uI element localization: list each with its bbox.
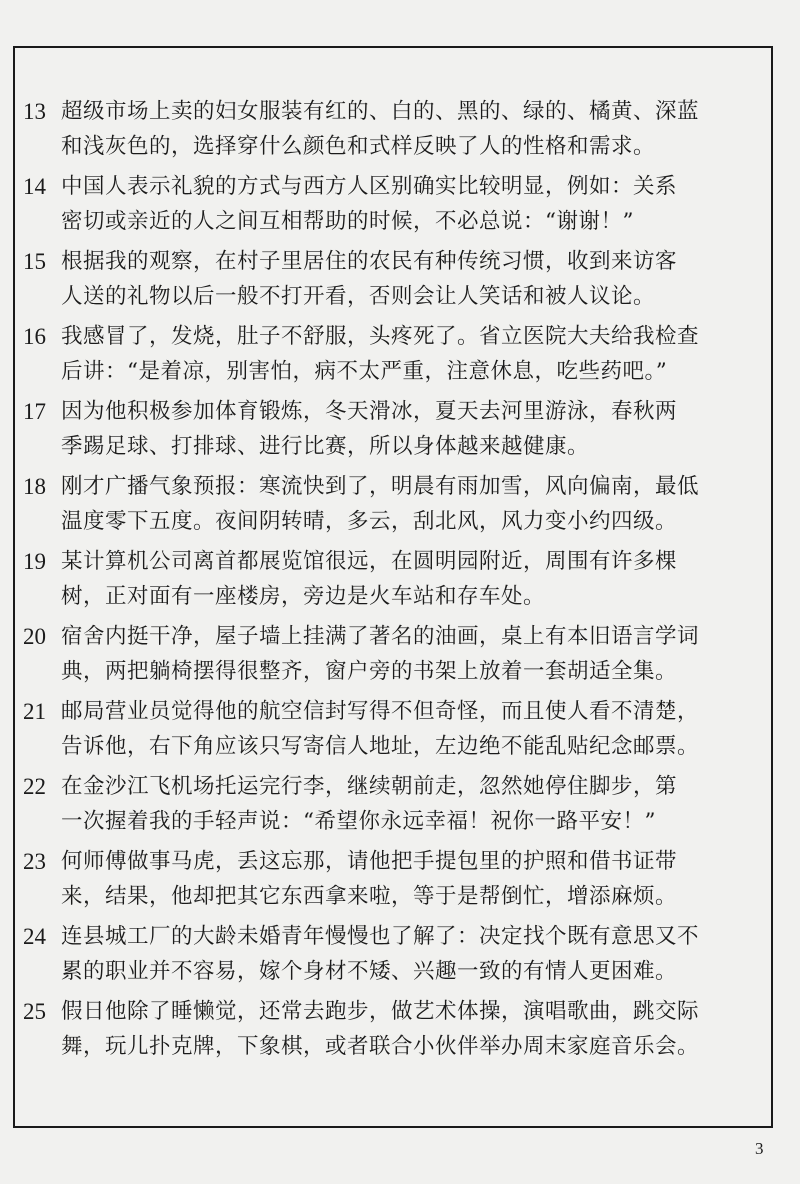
sentence-line: 和浅灰色的，选择穿什么颜色和式样反映了人的性格和需求。 <box>61 134 656 159</box>
sentence-line: 人送的礼物以后一般不打开看，否则会让人笑话和被人议论。 <box>61 284 656 309</box>
sentence-line: 宿舍内挺干净，屋子墙上挂满了著名的油画，桌上有本旧语言学词 <box>61 624 700 649</box>
sentence-line: 连县城工厂的大龄未婚青年慢慢也了解了：决定找个既有意思又不 <box>61 924 700 949</box>
sentence-line: 一次握着我的手轻声说：“希望你永远幸福！祝你一路平安！” <box>61 809 656 834</box>
sentence-line: 树，正对面有一座楼房，旁边是火车站和存车处。 <box>61 584 546 609</box>
sentence-line: 何师傅做事马虎，丢这忘那，请他把手提包里的护照和借书证带 <box>61 849 678 874</box>
sentence-entry-20 <box>15 613 771 688</box>
sentence-line: 密切或亲近的人之间互相帮助的时候，不必总说：“谢谢！” <box>61 209 634 234</box>
sentence-entry-15 <box>15 238 771 313</box>
sentence-line: 假日他除了睡懒觉，还常去跑步，做艺术体操，演唱歌曲，跳交际 <box>61 999 700 1024</box>
sentence-line: 来，结果，他却把其它东西拿来啦，等于是帮倒忙，增添麻烦。 <box>61 884 678 909</box>
sentence-line: 告诉他，右下角应该只写寄信人地址，左边绝不能乱贴纪念邮票。 <box>61 734 700 759</box>
sentence-line: 超级市场上卖的妇女服装有红的、白的、黑的、绿的、橘黄、深蓝 <box>61 99 700 124</box>
sentence-line: 季踢足球、打排球、进行比赛，所以身体越来越健康。 <box>61 434 590 459</box>
sentence-line: 典，两把躺椅摆得很整齐，窗户旁的书架上放着一套胡适全集。 <box>61 659 678 684</box>
sentence-line: 后讲：“是着凉，别害怕，病不太严重，注意休息，吃些药吧。” <box>61 359 668 384</box>
sentence-number: 13 <box>23 99 46 124</box>
sentence-number: 20 <box>23 624 46 649</box>
sentence-line: 舞，玩儿扑克牌，下象棋，或者联合小伙伴举办周末家庭音乐会。 <box>61 1034 700 1059</box>
sentence-entry-13 <box>15 88 771 163</box>
sentence-entry-23 <box>15 838 771 913</box>
sentence-line: 根据我的观察，在村子里居住的农民有种传统习惯，收到来访客 <box>61 249 678 274</box>
sentence-line: 温度零下五度。夜间阴转晴，多云，刮北风，风力变小约四级。 <box>61 509 678 534</box>
sentence-entry-22 <box>15 763 771 838</box>
sentence-entry-24 <box>15 913 771 988</box>
sentence-number: 22 <box>23 774 46 799</box>
sentence-line: 在金沙江飞机场托运完行李，继续朝前走，忽然她停住脚步，第 <box>61 774 678 799</box>
sentence-line: 某计算机公司离首都展览馆很远，在圆明园附近，周围有许多棵 <box>61 549 678 574</box>
sentence-entry-25 <box>15 988 771 1063</box>
sentence-entry-18 <box>15 463 771 538</box>
sentence-entry-16 <box>15 313 771 388</box>
sentence-number: 18 <box>23 474 46 499</box>
sentence-number: 19 <box>23 549 46 574</box>
sentence-entry-14 <box>15 163 771 238</box>
sentence-entry-19 <box>15 538 771 613</box>
sentence-number: 14 <box>23 174 46 199</box>
sentence-entry-17 <box>15 388 771 463</box>
sentence-number: 17 <box>23 399 46 424</box>
sentence-number: 15 <box>23 249 46 274</box>
sentence-number: 25 <box>23 999 46 1024</box>
sentence-entry-21 <box>15 688 771 763</box>
page-number: 3 <box>755 1139 764 1158</box>
sentence-line: 中国人表示礼貌的方式与西方人区别确实比较明显，例如：关系 <box>61 174 678 199</box>
sentence-number: 21 <box>23 699 46 724</box>
text-frame <box>13 46 773 1128</box>
sentence-number: 24 <box>23 924 46 949</box>
sentence-line: 刚才广播气象预报：寒流快到了，明晨有雨加雪，风向偏南，最低 <box>61 474 700 499</box>
sentence-number: 23 <box>23 849 46 874</box>
sentence-line: 因为他积极参加体育锻炼，冬天滑冰，夏天去河里游泳，春秋两 <box>61 399 678 424</box>
sentence-list <box>15 88 771 1063</box>
sentence-line: 邮局营业员觉得他的航空信封写得不但奇怪，而且使人看不清楚， <box>61 699 700 724</box>
sentence-number: 16 <box>23 324 46 349</box>
sentence-line: 累的职业并不容易，嫁个身材不矮、兴趣一致的有情人更困难。 <box>61 959 678 984</box>
sentence-line: 我感冒了，发烧，肚子不舒服，头疼死了。省立医院大夫给我检查 <box>61 324 700 349</box>
